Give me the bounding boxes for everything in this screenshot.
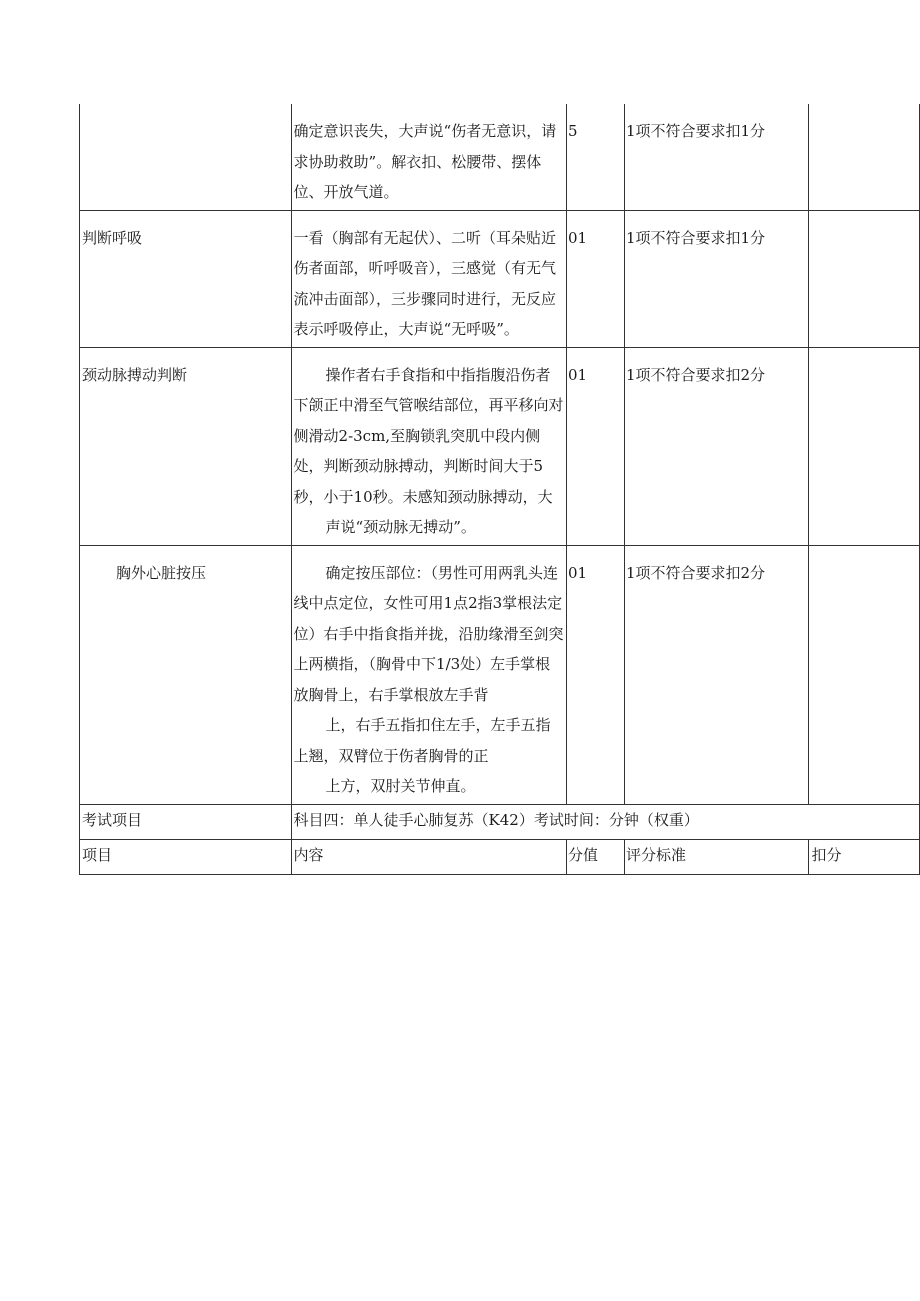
item-cell: 判断呼吸 bbox=[80, 210, 292, 347]
header-criteria: 评分标准 bbox=[624, 839, 809, 874]
header-score: 分值 bbox=[566, 839, 624, 874]
content-paragraph: 一看（胸部有无起伏）、二听（耳朵贴近伤者面部，听呼吸音），三感觉（有无气流冲击面部），三步骤同时进行，无反应表示呼吸停止，大声说“无呼吸”。 bbox=[293, 228, 557, 338]
item-cell: 胸外心脏按压 bbox=[80, 545, 292, 804]
content-paragraph: 声说“颈动脉无搏动”。 bbox=[325, 518, 476, 536]
exam-label: 考试项目 bbox=[80, 804, 292, 839]
deduct-cell bbox=[809, 347, 920, 545]
header-content: 内容 bbox=[291, 839, 566, 874]
deduct-cell bbox=[809, 210, 920, 347]
score-cell: 5 bbox=[566, 104, 624, 210]
header-item: 项目 bbox=[80, 839, 292, 874]
score-cell: 01 bbox=[566, 347, 624, 545]
table-row bbox=[80, 347, 920, 545]
deduct-cell bbox=[809, 104, 920, 210]
content-cell bbox=[291, 210, 566, 347]
content-cell bbox=[291, 347, 566, 545]
criteria-cell: 1项不符合要求扣1分 bbox=[624, 210, 809, 347]
content-paragraph: 上，右手五指扣住左手，左手五指上翘，双臂位于伤者胸骨的正 bbox=[293, 716, 551, 765]
exam-value: 科目四：单人徒手心肺复苏（K42）考试时间：分钟（权重） bbox=[291, 804, 919, 839]
item-cell: 颈动脉搏动判断 bbox=[80, 347, 292, 545]
criteria-cell: 1项不符合要求扣2分 bbox=[624, 545, 809, 804]
score-cell: 01 bbox=[566, 545, 624, 804]
content-paragraph: 确定意识丧失，大声说“伤者无意识，请求协助救助”。解衣扣、松腰带、摆体位、开放气道。 bbox=[293, 122, 557, 201]
criteria-cell: 1项不符合要求扣1分 bbox=[624, 104, 809, 210]
exam-row bbox=[80, 804, 920, 839]
table-row bbox=[80, 545, 920, 804]
deduct-cell bbox=[809, 545, 920, 804]
item-cell bbox=[80, 104, 292, 210]
content-paragraph: 操作者右手食指和中指指腹沿伤者下颌正中滑至气管喉结部位，再平移向对侧滑动2-3cm,至胸锁乳突肌中段内侧处，判断颈动脉搏动，判断时间大于5秒，小于10秒。未感知颈动脉搏动，大 bbox=[293, 365, 564, 506]
header-deduct: 扣分 bbox=[809, 839, 920, 874]
content-paragraph: 确定按压部位：（男性可用两乳头连线中点定位，女性可用1点2指3掌根法定位）右手中指食指并拢，沿肋缘滑至剑突上两横指，（胸骨中下1/3处）左手掌根放胸骨上，右手掌根放左手背 bbox=[293, 563, 564, 704]
content-cell bbox=[291, 545, 566, 804]
table-row bbox=[80, 104, 920, 210]
content-paragraph: 上方，双肘关节伸直。 bbox=[325, 777, 476, 795]
score-cell: 01 bbox=[566, 210, 624, 347]
scoring-table bbox=[79, 104, 920, 875]
table-row bbox=[80, 210, 920, 347]
header-row bbox=[80, 839, 920, 874]
criteria-cell: 1项不符合要求扣2分 bbox=[624, 347, 809, 545]
content-cell bbox=[291, 104, 566, 210]
